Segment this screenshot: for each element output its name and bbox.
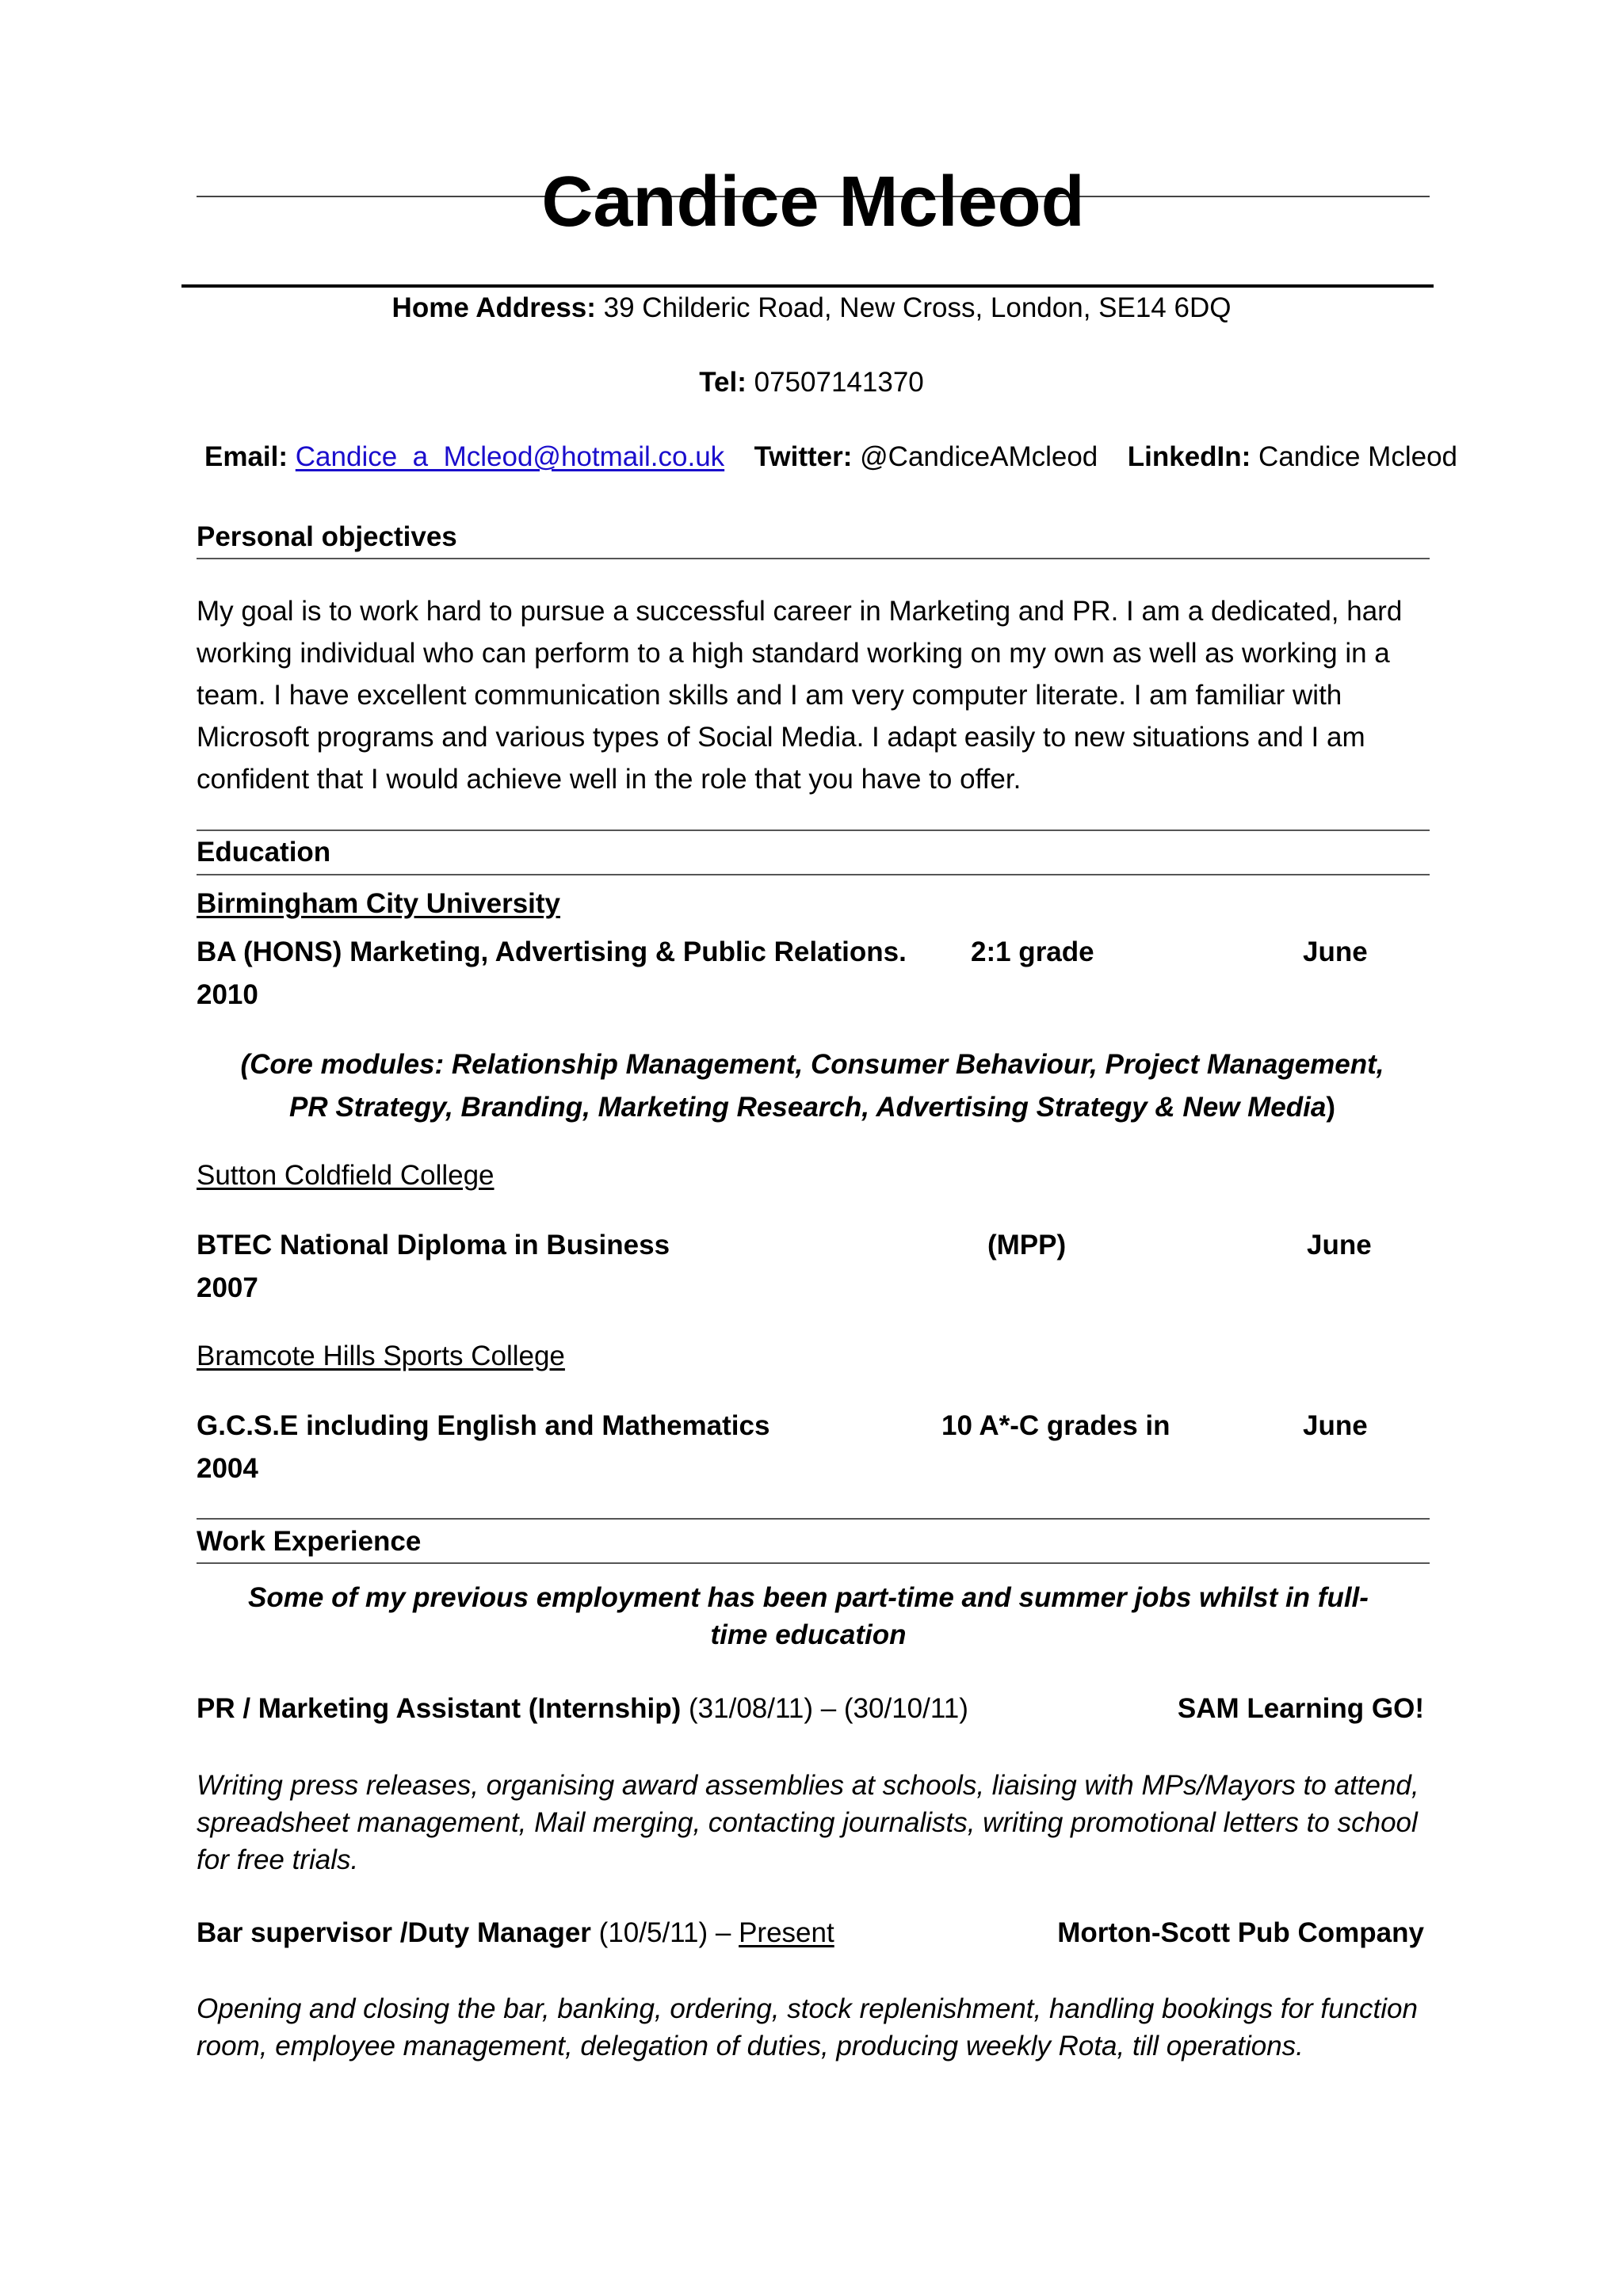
education-institution: Birmingham City University: [197, 888, 560, 919]
education-qualification: BTEC National Diploma in Business: [197, 1230, 670, 1261]
objectives-body: My goal is to work hard to pursue a successful career in Marketing and PR. I am a dedicated, hard working individual who can perform to a high standard working on my own as well as working in a team. I have excellent communication skills and I am very computer literate. I am familiar with Microsoft programs and various types of Social Media. I adapt easily to new situations and I am confident that I would achieve well in the role that you have to offer.: [197, 596, 1403, 795]
education-month: June: [1303, 1410, 1368, 1441]
job-title: PR / Marketing Assistant (Internship): [197, 1693, 682, 1724]
twitter-value: @CandiceAMcleod: [860, 441, 1098, 472]
email-link[interactable]: Candice_a_Mcleod@hotmail.co.uk: [295, 441, 725, 472]
linkedin-label: LinkedIn:: [1127, 441, 1251, 472]
job-dates-end: Present: [739, 1917, 834, 1948]
education-month: June: [1307, 1230, 1372, 1261]
work-note: Some of my previous employment has been part-time and summer jobs whilst in full-time education: [248, 1582, 1369, 1650]
modules-close: ): [1326, 1092, 1335, 1123]
modules-text: (Core modules: Relationship Management, Consumer Behaviour, Project Management, PR Strategy, Branding, Marketing Research, Advertising Strategy & New Media: [240, 1049, 1384, 1123]
candidate-name: Candice Mcleod: [541, 162, 1085, 242]
job-employer: Morton-Scott Pub Company: [1057, 1917, 1424, 1948]
contact-line: [204, 436, 1457, 479]
education-institution: [197, 1154, 542, 1197]
job-employer: SAM Learning GO!: [1177, 1693, 1424, 1724]
job-title-line: [197, 1912, 834, 1955]
education-qualification: G.C.S.E including English and Mathematics: [197, 1410, 770, 1441]
address-value: 39 Childeric Road, New Cross, London, SE14 6DQ: [603, 292, 1232, 323]
institution-label: Sutton Coldfield College: [197, 1160, 495, 1191]
education-modules: [222, 1043, 1403, 1129]
institution-label: Bramcote Hills Sports College: [197, 1341, 565, 1371]
education-grade: 10 A*-C grades in: [941, 1410, 1170, 1441]
job-description: Writing press releases, organising award assemblies at schools, liaising with MPs/Mayors to attend, spreadsheet management, Mail merging, contacting journalists, writing promotional letters to school for free trials.: [197, 1770, 1419, 1875]
objectives-heading: Personal objectives: [197, 521, 457, 552]
tel-label: Tel:: [699, 367, 747, 398]
education-grade: 2:1 grade: [971, 936, 1094, 967]
email-label: Email:: [204, 441, 288, 472]
address-line: [0, 287, 1623, 330]
education-rule-bottom: [197, 874, 1430, 875]
tel-value: 07507141370: [754, 367, 924, 398]
education-year: 2010: [197, 979, 258, 1010]
job-title-line: [197, 1688, 968, 1730]
education-heading: Education: [197, 837, 331, 868]
tel-line: [0, 361, 1623, 404]
job-dates: (31/08/11) – (30/10/11): [689, 1693, 968, 1724]
address-label: Home Address:: [391, 292, 596, 323]
twitter-label: Twitter:: [754, 441, 853, 472]
work-rule-bottom: [197, 1562, 1430, 1564]
education-grade: (MPP): [987, 1230, 1067, 1261]
work-rule-top: [197, 1518, 1430, 1520]
job-title: Bar supervisor /Duty Manager: [197, 1917, 591, 1948]
linkedin-value: Candice Mcleod: [1258, 441, 1458, 472]
job-dates-start: (10/5/11) –: [598, 1917, 739, 1948]
education-rule-top: [197, 830, 1430, 831]
objectives-rule: [197, 558, 1430, 559]
education-year: 2004: [197, 1453, 258, 1484]
work-heading: Work Experience: [197, 1526, 422, 1557]
education-institution: [197, 1335, 613, 1378]
education-year: 2007: [197, 1272, 258, 1303]
education-qualification: BA (HONS) Marketing, Advertising & Public Relations.: [197, 936, 907, 967]
education-month: June: [1303, 936, 1368, 967]
job-description: Opening and closing the bar, banking, ordering, stock replenishment, handling bookings for function room, employee management, delegation of duties, producing weekly Rota, till operations.: [197, 1993, 1418, 2061]
